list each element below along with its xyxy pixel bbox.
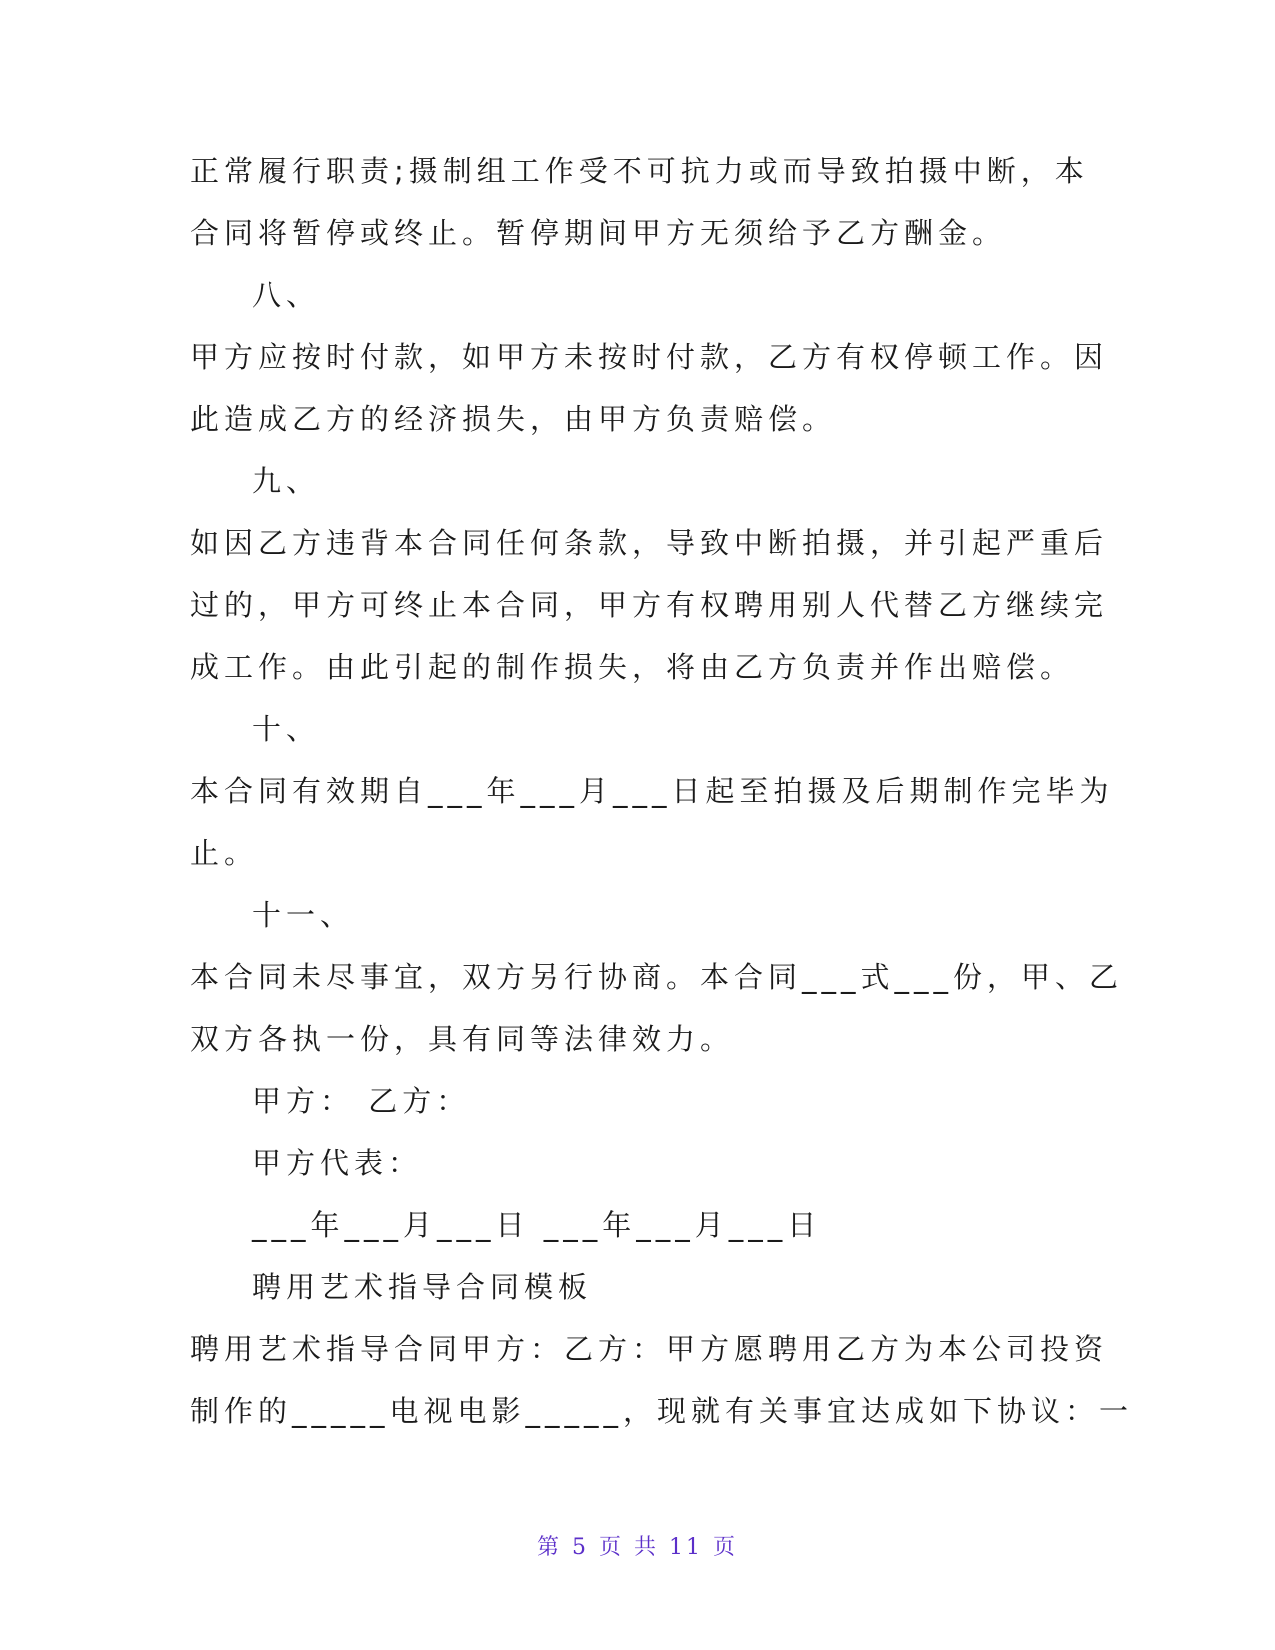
signature-dates: ___年___月___日 ___年___月___日 <box>252 1208 822 1242</box>
document-body <box>190 140 1134 1442</box>
text-line: 本合同未尽事宜，双方另行协商。本合同___式___份，甲、乙 <box>190 960 1124 994</box>
section-heading: 九、 <box>252 464 321 498</box>
text-line: 正常履行职责;摄制组工作受不可抗力或而导致拍摄中断，本 <box>190 154 1089 188</box>
text-line: 聘用艺术指导合同甲方：乙方：甲方愿聘用乙方为本公司投资 <box>190 1332 1109 1366</box>
text-line: 如因乙方违背本合同任何条款，导致中断拍摄，并引起严重后 <box>190 526 1109 560</box>
signature-representative: 甲方代表： <box>252 1146 423 1180</box>
text-line: 合同将暂停或终止。暂停期间甲方无须给予乙方酬金。 <box>190 216 1007 250</box>
text-line: 成工作。由此引起的制作损失，将由乙方负责并作出赔偿。 <box>190 650 1075 684</box>
text-line: 双方各执一份，具有同等法律效力。 <box>190 1022 735 1056</box>
section-heading: 十一、 <box>252 898 355 932</box>
text-line: 本合同有效期自___年___月___日起至拍摄及后期制作完毕为 <box>190 774 1114 808</box>
section-heading: 十、 <box>252 712 321 746</box>
signature-parties: 甲方： 乙方： <box>252 1084 471 1118</box>
page-number: 第 5 页 共 11 页 <box>537 1535 738 1560</box>
document-title: 聘用艺术指导合同模板 <box>252 1270 593 1304</box>
text-line: 此造成乙方的经济损失，由甲方负责赔偿。 <box>190 402 837 436</box>
section-heading: 八、 <box>252 278 321 312</box>
text-line: 甲方应按时付款，如甲方未按时付款，乙方有权停顿工作。因 <box>190 340 1109 374</box>
text-line: 过的，甲方可终止本合同，甲方有权聘用别人代替乙方继续完 <box>190 588 1109 622</box>
text-line: 制作的_____电视电影_____，现就有关事宜达成如下协议：一 <box>190 1394 1134 1428</box>
text-line: 止。 <box>190 836 259 870</box>
